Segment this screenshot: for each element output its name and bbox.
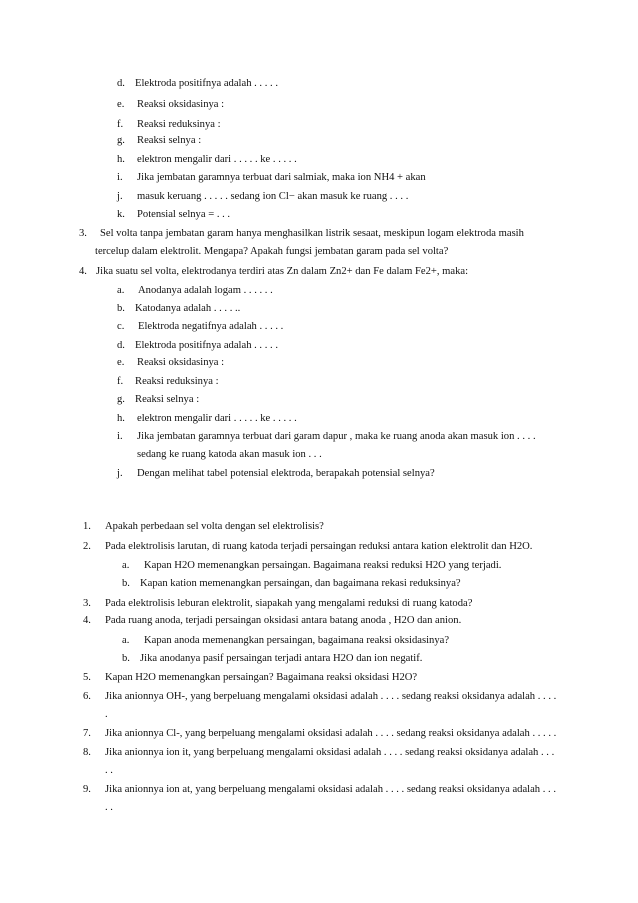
item-label: d.	[117, 340, 125, 351]
question-text: Jika anionnya Cl-, yang berpeluang mengalami oksidasi adalah . . . . sedang reaksi oksidanya adalah . . . . .	[105, 728, 557, 739]
question-number: 2.	[83, 541, 91, 552]
question-text: Jika suatu sel volta, elektrodanya terdiri atas Zn dalam Zn2+ dan Fe dalam Fe2+, maka:	[96, 266, 469, 277]
item-label: a.	[117, 285, 125, 296]
item-label: j.	[117, 191, 123, 202]
question-number: 5.	[83, 672, 91, 683]
item-label: i.	[117, 172, 123, 183]
item-label: h.	[117, 413, 125, 424]
question-text: Apakah perbedaan sel volta dengan sel elektrolisis?	[105, 521, 324, 532]
item-text: Reaksi oksidasinya :	[137, 357, 225, 368]
item-label: f.	[117, 119, 124, 130]
question-text-cont: . .	[105, 802, 113, 813]
item-label: e.	[117, 357, 125, 368]
item-text: Reaksi reduksinya :	[135, 376, 219, 387]
item-text: Reaksi selnya :	[135, 394, 200, 405]
item-label: b.	[122, 578, 130, 589]
question-text-cont: . .	[105, 765, 113, 776]
question-text: Jika anionnya ion it, yang berpeluang mengalami oksidasi adalah . . . . sedang reaksi oksidanya adalah . . .	[105, 747, 555, 758]
item-label: a.	[122, 560, 130, 571]
item-label: c.	[117, 321, 125, 332]
question-text: Pada elektrolisis larutan, di ruang katoda terjadi persaingan reduksi antara kation elektrolit dan H2O.	[105, 541, 533, 552]
question-text: Jika anionnya OH-, yang berpeluang mengalami oksidasi adalah . . . . sedang reaksi oksidanya adalah . . . .	[105, 691, 557, 702]
item-label: f.	[117, 376, 124, 387]
item-text: Reaksi oksidasinya :	[137, 99, 225, 110]
item-text: Dengan melihat tabel potensial elektroda, berapakah potensial selnya?	[137, 468, 435, 479]
item-text: Jika jembatan garamnya terbuat dari salmiak, maka ion NH4 + akan	[137, 172, 426, 183]
item-label: b.	[122, 653, 130, 664]
item-label: g.	[117, 394, 125, 405]
item-text: elektron mengalir dari . . . . . ke . . . . .	[137, 413, 297, 424]
question-number: 3.	[83, 598, 91, 609]
question-text-cont: .	[105, 709, 108, 720]
question-text: Sel volta tanpa jembatan garam hanya menghasilkan listrik sesaat, meskipun logam elektroda masih	[100, 228, 524, 239]
question-text: Jika anionnya ion at, yang berpeluang mengalami oksidasi adalah . . . . sedang reaksi oksidanya adalah . . .	[105, 784, 556, 795]
item-text: Jika anodanya pasif persaingan terjadi antara H2O dan ion negatif.	[140, 653, 423, 664]
item-text: elektron mengalir dari . . . . . ke . . . . .	[137, 154, 297, 165]
question-number: 1.	[83, 521, 91, 532]
item-label: i.	[117, 431, 123, 442]
question-number: 4.	[83, 615, 91, 626]
question-number: 4.	[79, 266, 87, 277]
question-text: Kapan H2O memenangkan persaingan? Bagaimana reaksi oksidasi H2O?	[105, 672, 418, 683]
item-label: d.	[117, 78, 125, 89]
item-text: Kapan H2O memenangkan persaingan. Bagaimana reaksi reduksi H2O yang terjadi.	[144, 560, 502, 571]
item-label: g.	[117, 135, 125, 146]
item-text: Kapan anoda memenangkan persaingan, bagaimana reaksi oksidasinya?	[144, 635, 450, 646]
item-text: Potensial selnya = . . .	[137, 209, 231, 220]
question-text: Pada ruang anoda, terjadi persaingan oksidasi antara batang anoda , H2O dan anion.	[105, 615, 462, 626]
item-text: masuk keruang . . . . . sedang ion Cl− akan masuk ke ruang . . . .	[137, 191, 409, 202]
question-text-cont: tercelup dalam elektrolit. Mengapa? Apakah fungsi jembatan garam pada sel volta?	[95, 246, 449, 257]
item-label: b.	[117, 303, 125, 314]
item-label: e.	[117, 99, 125, 110]
question-number: 8.	[83, 747, 91, 758]
item-label: j.	[117, 468, 123, 479]
question-text: Pada elektrolisis leburan elektrolit, siapakah yang mengalami reduksi di ruang katoda?	[105, 598, 473, 609]
question-number: 3.	[79, 228, 87, 239]
item-label: k.	[117, 209, 125, 220]
item-text-cont: sedang ke ruang katoda akan masuk ion . . .	[137, 449, 322, 460]
item-text: Elektroda negatifnya adalah . . . . .	[138, 321, 284, 332]
item-text: Elektroda positifnya adalah . . . . .	[135, 78, 278, 89]
item-text: Katodanya adalah . . . . ..	[135, 303, 241, 314]
item-text: Elektroda positifnya adalah . . . . .	[135, 340, 278, 351]
item-text: Kapan kation memenangkan persaingan, dan bagaimana rekasi reduksinya?	[140, 578, 461, 589]
item-text: Jika jembatan garamnya terbuat dari garam dapur , maka ke ruang anoda akan masuk ion . . . .	[137, 431, 536, 442]
question-number: 6.	[83, 691, 91, 702]
item-text: Reaksi reduksinya :	[137, 119, 221, 130]
question-number: 7.	[83, 728, 91, 739]
item-label: a.	[122, 635, 130, 646]
item-text: Anodanya adalah logam . . . . . .	[138, 285, 273, 296]
question-number: 9.	[83, 784, 91, 795]
item-text: Reaksi selnya :	[137, 135, 202, 146]
item-label: h.	[117, 154, 125, 165]
